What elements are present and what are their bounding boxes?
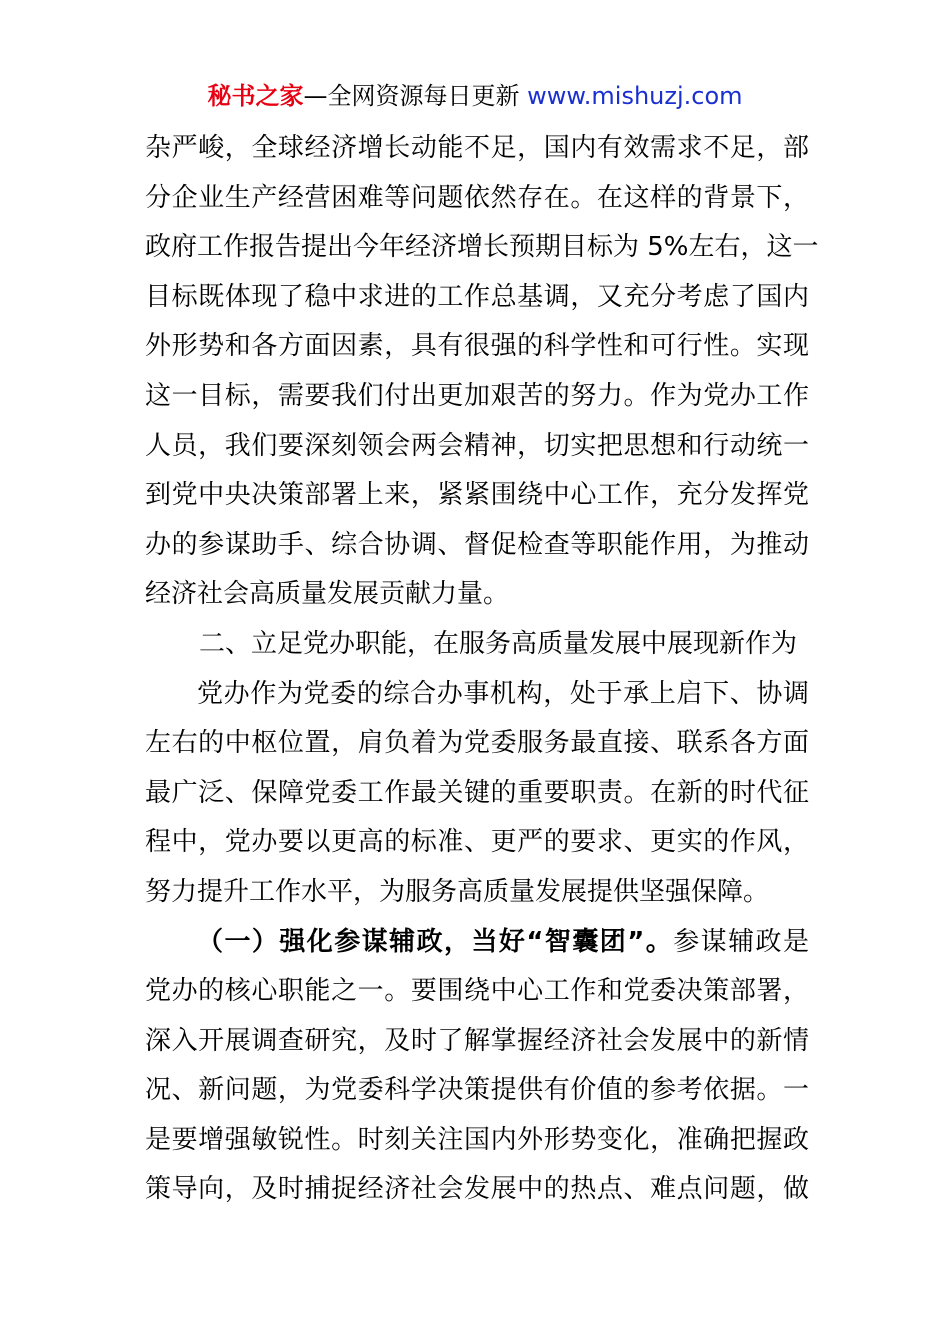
- text-line: 办的参谋助手、综合协调、督促检查等职能作用，为推动: [145, 529, 809, 560]
- text-line: 左右的中枢位置，肩负着为党委服务最直接、联系各方面: [145, 728, 809, 759]
- text-line: 人员，我们要深刻领会两会精神，切实把思想和行动统一: [145, 430, 809, 461]
- website-link[interactable]: www.mishuzj.com: [527, 82, 743, 110]
- subsection-heading: （一）强化参谋辅政，当好“智囊团”。: [197, 926, 674, 957]
- text-line: 是要增强敏锐性。时刻关注国内外形势变化，准确把握政: [145, 1124, 809, 1155]
- text-line: 况、新问题，为党委科学决策提供有价值的参考依据。一: [145, 1075, 809, 1106]
- text-line: 策导向，及时捕捉经济社会发展中的热点、难点问题，做: [145, 1174, 809, 1205]
- text-line: 党办作为党委的综合办事机构，处于承上启下、协调: [197, 678, 809, 709]
- text-line: 最广泛、保障党委工作最关键的重要职责。在新的时代征: [145, 777, 809, 808]
- document-body: [145, 124, 819, 1215]
- subsection-line: [145, 918, 809, 968]
- text-line: 深入开展调查研究，及时了解掌握经济社会发展中的新情: [145, 1025, 809, 1056]
- text-line: 杂严峻，全球经济增长动能不足，国内有效需求不足，部: [145, 133, 809, 163]
- subsection-text: 参谋辅政是: [673, 926, 809, 957]
- text-line: 外形势和各方面因素，具有很强的科学性和可行性。实现: [145, 331, 809, 362]
- text-line: 努力提升工作水平，为服务高质量发展提供坚强保障。: [145, 876, 770, 907]
- text-line: 党办的核心职能之一。要围绕中心工作和党委决策部署，: [145, 976, 809, 1007]
- section-heading: 二、立足党办职能，在服务高质量发展中展现新作为: [199, 628, 798, 659]
- text-line: 这一目标，需要我们付出更加艰苦的努力。作为党办工作: [145, 380, 809, 411]
- brand-name: 秘书之家: [207, 82, 304, 110]
- text-line: 到党中央决策部署上来，紧紧围绕中心工作，充分发挥党: [145, 480, 809, 511]
- page-header: [0, 80, 950, 112]
- text-line: 目标既体现了稳中求进的工作总基调，又充分考虑了国内: [145, 281, 809, 312]
- text-line: 政府工作报告提出今年经济增长预期目标为 5%左右，这一: [145, 232, 819, 263]
- header-slogan: —全网资源每日更新: [303, 82, 528, 110]
- text-line: 程中，党办要以更高的标准、更严的要求、更实的作风，: [145, 827, 809, 858]
- text-line: 分企业生产经营困难等问题依然存在。在这样的背景下，: [145, 182, 809, 213]
- text-line: 经济社会高质量发展贡献力量。: [145, 579, 510, 610]
